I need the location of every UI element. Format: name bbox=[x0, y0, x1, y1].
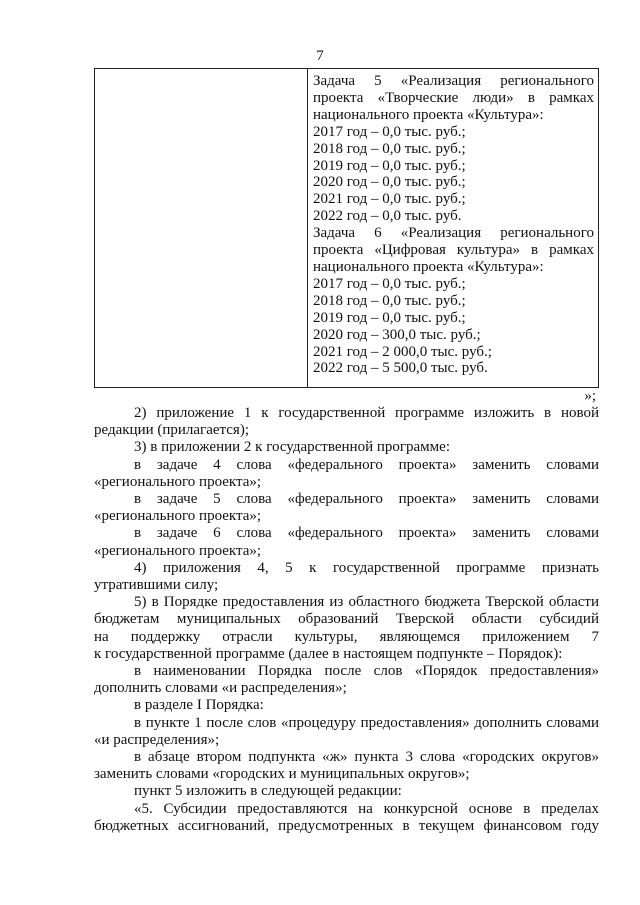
paragraph-line: в наименовании Порядка после слов «Порядок предоставления» bbox=[134, 663, 599, 680]
paragraph-line: 4) приложения 4, 5 к государственной программе признать bbox=[134, 559, 599, 576]
paragraph-line: в пункте 1 после слов «процедуру предоставления» дополнить словами bbox=[134, 714, 599, 731]
paragraph-line: 5) в Порядке предоставления из областного бюджета Тверской области bbox=[134, 594, 599, 611]
paragraph-line: «5. Субсидии предоставляются на конкурсной основе в пределах bbox=[134, 800, 599, 817]
task6-year-line: 2020 год – 300,0 тыс. руб.; bbox=[313, 326, 481, 343]
paragraph-line: к государственной программе (далее в настоящем подпункте – Порядок): bbox=[94, 645, 563, 662]
table-column-divider bbox=[307, 69, 308, 387]
task6-year-line: 2017 год – 0,0 тыс. руб.; bbox=[313, 275, 466, 292]
funding-table bbox=[94, 68, 599, 388]
document-body bbox=[94, 405, 599, 835]
task5-year-line: 2020 год – 0,0 тыс. руб.; bbox=[313, 174, 466, 191]
paragraph-line: пункт 5 изложить в следующей редакции: bbox=[134, 783, 402, 800]
paragraph-line: в задаче 4 слова «федерального проекта» заменить словами bbox=[134, 456, 599, 473]
paragraph-line: «и распределения»; bbox=[94, 731, 220, 748]
task5-year-line: 2017 год – 0,0 тыс. руб.; bbox=[313, 123, 466, 140]
paragraph-line: в задаче 5 слова «федерального проекта» заменить словами bbox=[134, 491, 599, 508]
task5-title-line: национального проекта «Культура»: bbox=[313, 106, 544, 123]
paragraph-line: в абзаце втором подпункта «ж» пункта 3 слова «городских округов» bbox=[134, 749, 599, 766]
task5-year-line: 2022 год – 0,0 тыс. руб. bbox=[313, 208, 462, 225]
paragraph-line: на поддержку отрасли культуры, являющемся приложением 7 bbox=[94, 628, 599, 645]
paragraph-line: в разделе I Порядка: bbox=[134, 697, 264, 714]
task5-year-line: 2021 год – 0,0 тыс. руб.; bbox=[313, 191, 466, 208]
task6-title-line: Задача 6 «Реализация регионального bbox=[313, 225, 594, 242]
task6-year-line: 2018 год – 0,0 тыс. руб.; bbox=[313, 292, 466, 309]
paragraph-line: в задаче 6 слова «федерального проекта» заменить словами bbox=[134, 525, 599, 542]
task6-title-line: проекта «Цифровая культура» в рамках bbox=[313, 242, 594, 259]
task5-title-line: проекта «Творческие люди» в рамках bbox=[313, 89, 594, 106]
task6-title-line: национального проекта «Культура»: bbox=[313, 258, 544, 275]
paragraph-line: редакции (прилагается); bbox=[94, 422, 249, 439]
task5-year-line: 2018 год – 0,0 тыс. руб.; bbox=[313, 140, 466, 157]
paragraph-line: бюджетных ассигнований, предусмотренных в текущем финансовом году bbox=[94, 817, 599, 834]
task6-year-line: 2019 год – 0,0 тыс. руб.; bbox=[313, 309, 466, 326]
paragraph-line: заменить словами «городских и муниципальных округов»; bbox=[94, 766, 470, 783]
paragraph-line: «регионального проекта»; bbox=[94, 508, 262, 525]
task5-title-line: Задача 5 «Реализация регионального bbox=[313, 73, 594, 89]
closing-quote-mark: »; bbox=[584, 388, 596, 404]
task6-year-line: 2022 год – 5 500,0 тыс. руб. bbox=[313, 360, 488, 377]
paragraph-line: 3) в приложении 2 к государственной программе: bbox=[134, 439, 450, 456]
task6-year-line: 2021 год – 2 000,0 тыс. руб.; bbox=[313, 343, 492, 360]
paragraph-line: дополнить словами «и распределения»; bbox=[94, 680, 347, 697]
paragraph-line: «регионального проекта»; bbox=[94, 542, 262, 559]
paragraph-line: утратившими силу; bbox=[94, 577, 219, 594]
table-cell-tasks bbox=[313, 73, 594, 377]
page-number: 7 bbox=[316, 48, 324, 64]
task5-year-line: 2019 год – 0,0 тыс. руб.; bbox=[313, 157, 466, 174]
paragraph-line: 2) приложение 1 к государственной программе изложить в новой bbox=[134, 405, 599, 421]
paragraph-line: бюджетам муниципальных образований Тверской области субсидий bbox=[94, 611, 599, 628]
paragraph-line: «регионального проекта»; bbox=[94, 473, 262, 490]
